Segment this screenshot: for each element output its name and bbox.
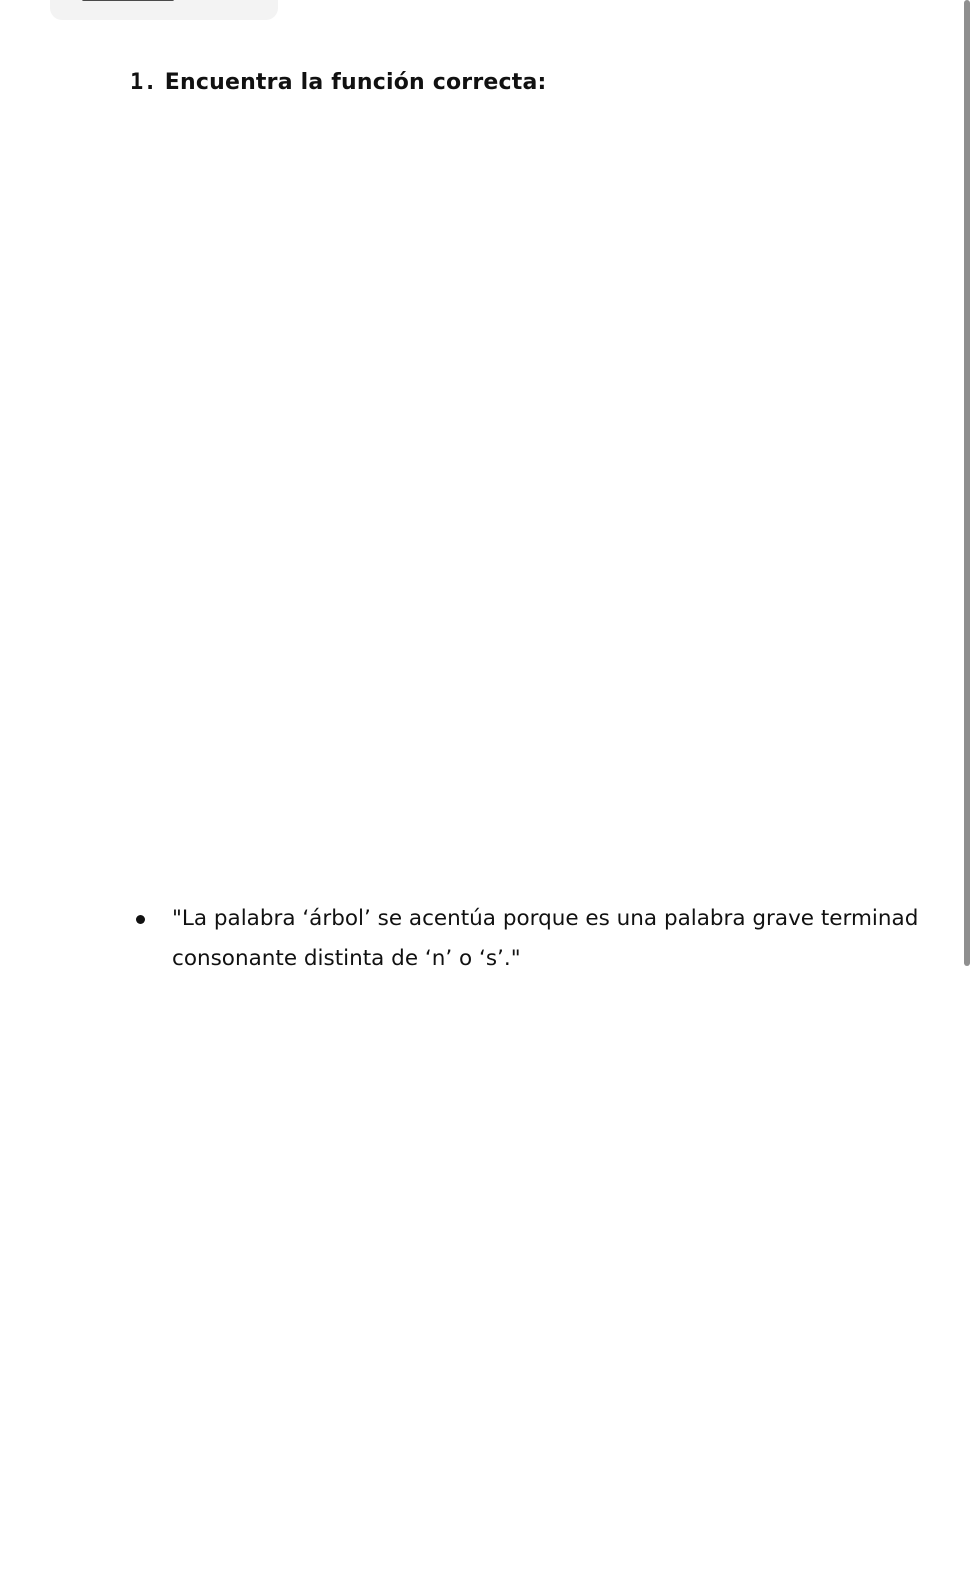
question-number: 1. bbox=[130, 70, 157, 95]
list-item bbox=[136, 899, 976, 984]
list-item-text-line1: "La palabra ‘árbol’ se acentúa porque es una palabra grave terminad bbox=[172, 906, 919, 931]
question-text: Encuentra la función correcta: bbox=[164, 70, 547, 95]
list-item-text bbox=[172, 899, 918, 979]
bullet-icon bbox=[136, 915, 145, 924]
list-item-text-line2: consonante distinta de ‘n’ o ‘s’." bbox=[172, 946, 521, 971]
